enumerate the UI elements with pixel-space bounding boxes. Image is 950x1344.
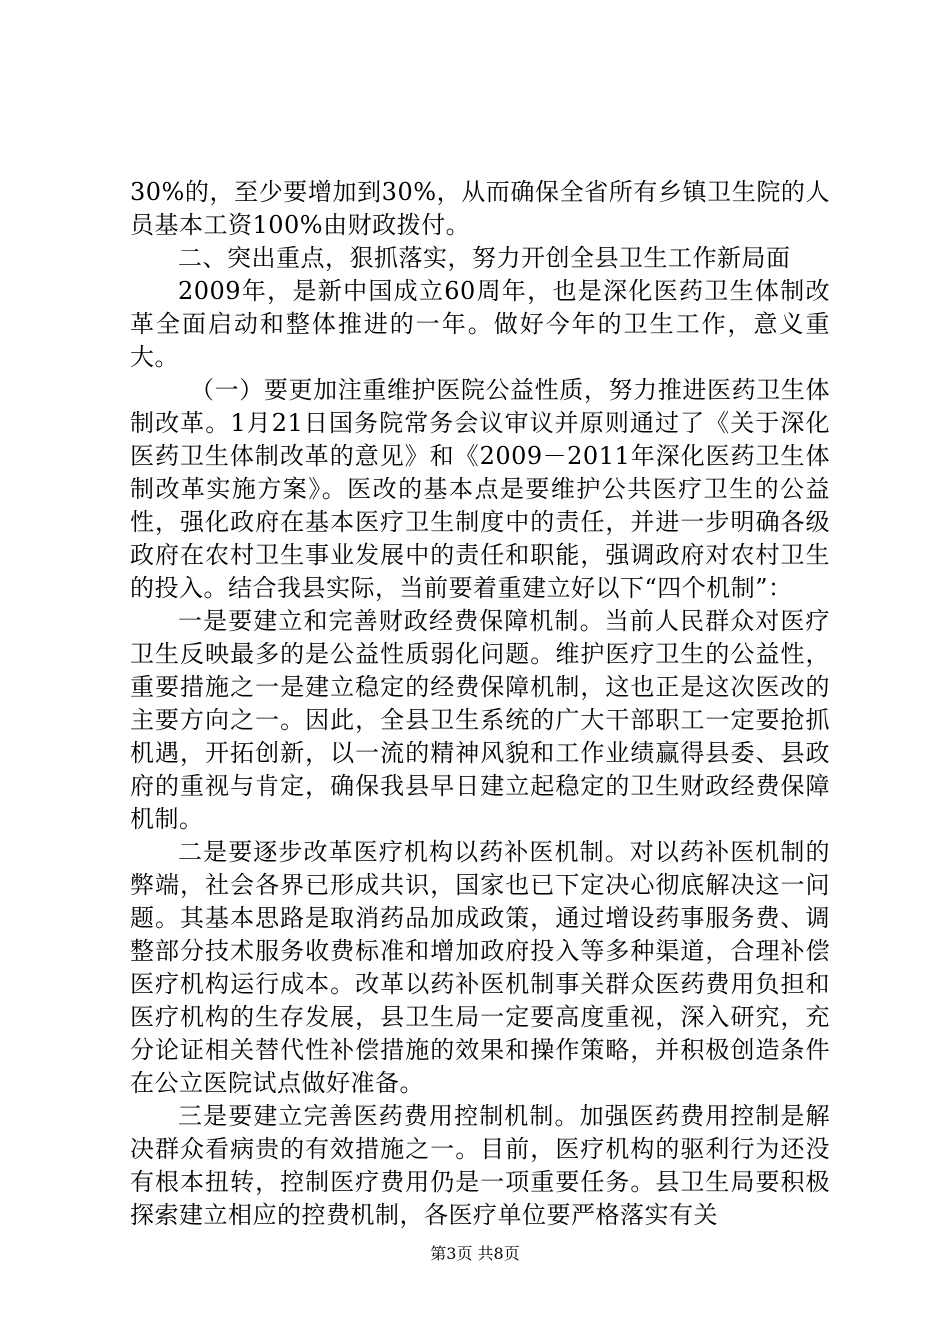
body-text [130,176,830,1232]
paragraph-subsection-one: （一）要更加注重维护医院公益性质，努力推进医药卫生体制改革。1月21日国务院常务会议审议并原则通过了《关于深化医药卫生体制改革的意见》和《2009－2011年深化医药卫生体制改革实施方案》。医改的基本点是要维护公共医疗卫生的公益性，强化政府在基本医疗卫生制度中的责任，并进一步明确各级政府在农村卫生事业发展中的责任和职能，强调政府对农村卫生的投入。结合我县实际，当前要着重建立好以下“四个机制”： [130,376,830,602]
paragraph-continuation: 30%的，至少要增加到30%，从而确保全省所有乡镇卫生院的人员基本工资100%由财政拨付。 [130,178,830,239]
paragraph-mechanism-three: 三是要建立完善医药费用控制机制。加强医药费用控制是解决群众看病贵的有效措施之一。目前，医疗机构的驱利行为还没有根本扭转，控制医疗费用仍是一项重要任务。县卫生局要积极探索建立相应的控费机制，各医疗单位要严格落实有关 [130,1102,830,1229]
page-number: 第3页 共8页 [430,1244,520,1263]
section-heading: 二、突出重点，狠抓落实，努力开创全县卫生工作新局面 [178,244,791,272]
paragraph-mechanism-two: 二是要逐步改革医疗机构以药补医机制。对以药补医机制的弊端，社会各界已形成共识，国家也已下定决心彻底解决这一问题。其基本思路是取消药品加成政策，通过增设药事服务费、调整部分技术服务收费标准和增加政府投入等多种渠道，合理补偿医疗机构运行成本。改革以药补医机制事关群众医药费用负担和医疗机构的生存发展，县卫生局一定要高度重视，深入研究，充分论证相关替代性补偿措施的效果和操作策略，并积极创造条件在公立医院试点做好准备。 [130,838,830,1097]
page-footer [0,1244,950,1264]
paragraph-2009: 2009年，是新中国成立60周年，也是深化医药卫生体制改革全面启动和整体推进的一年。做好今年的卫生工作，意义重大。 [130,277,830,371]
paragraph-mechanism-one: 一是要建立和完善财政经费保障机制。当前人民群众对医疗卫生反映最多的是公益性质弱化问题。维护医疗卫生的公益性，重要措施之一是建立稳定的经费保障机制，这也正是这次医改的主要方向之一。因此，全县卫生系统的广大干部职工一定要抢抓机遇，开拓创新，以一流的精神风貌和工作业绩赢得县委、县政府的重视与肯定，确保我县早日建立起稳定的卫生财政经费保障机制。 [130,607,830,833]
